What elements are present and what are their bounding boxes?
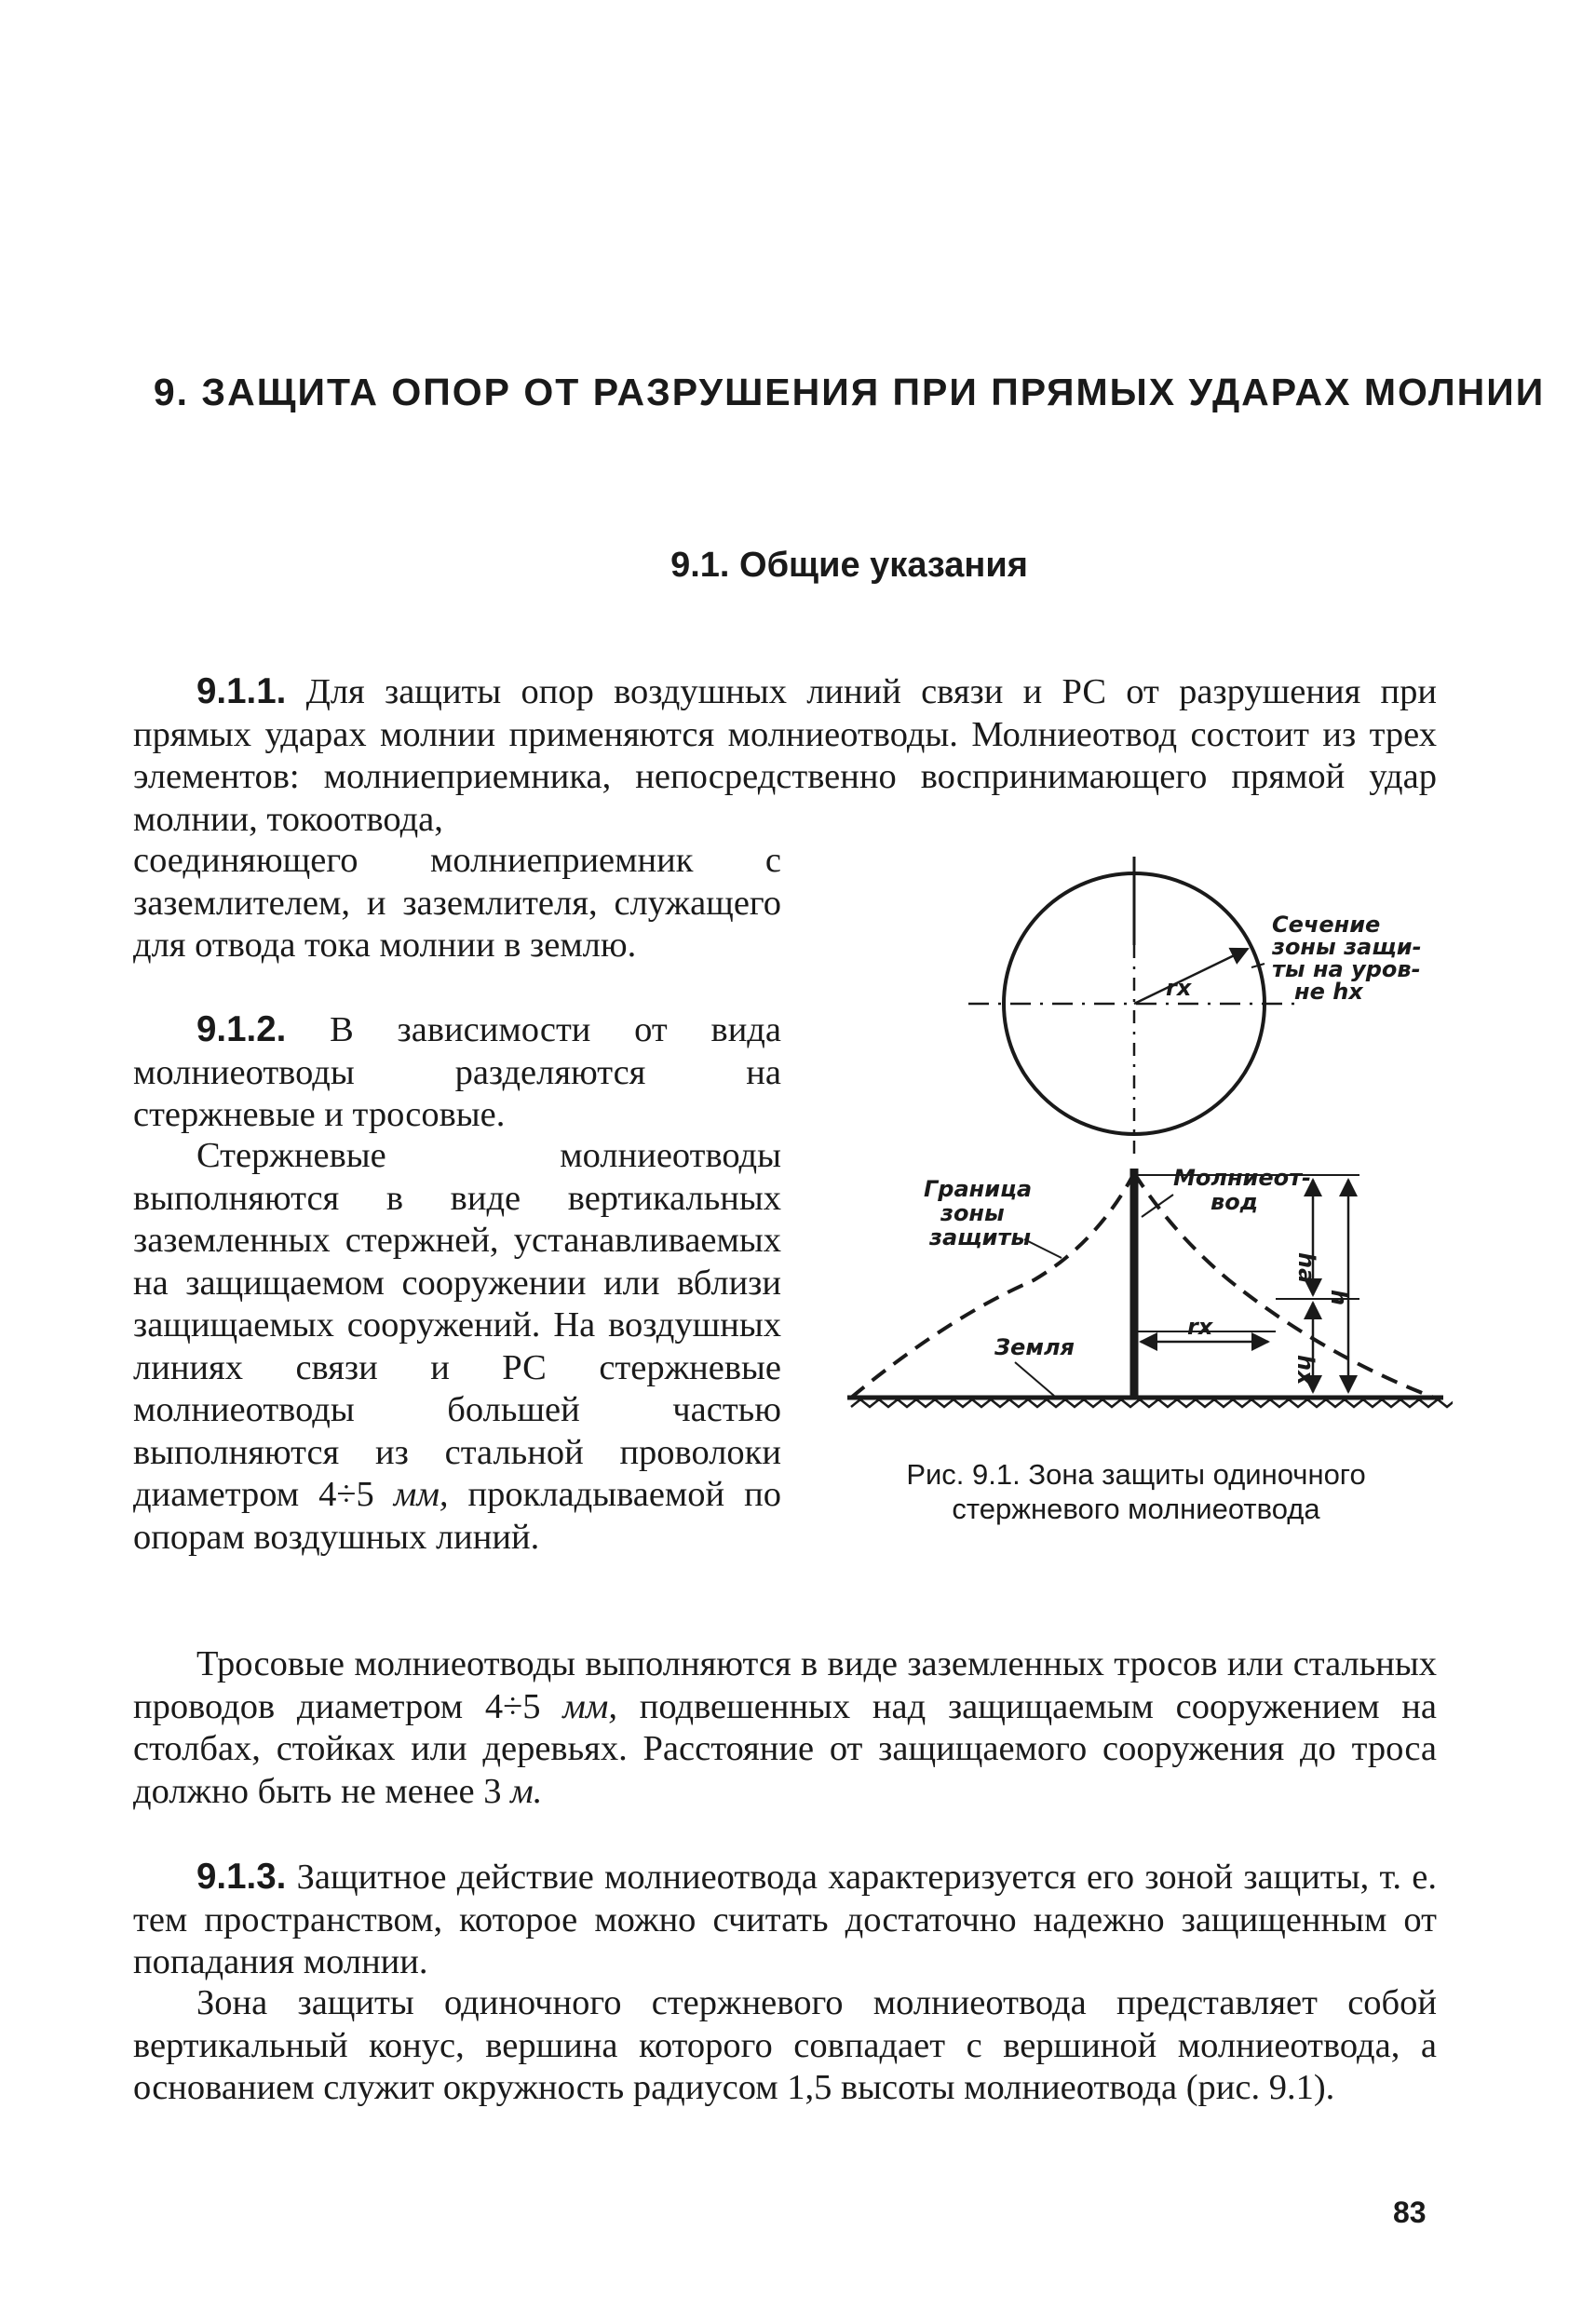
rod-label-1: Молниеот- xyxy=(1173,1165,1311,1191)
figure-9-1 xyxy=(838,852,1453,1448)
section-label-4: не hx xyxy=(1294,979,1363,1005)
unit-mm: мм, xyxy=(393,1475,449,1514)
zone-boundary-right xyxy=(1134,1173,1434,1398)
unit-m: м. xyxy=(510,1771,543,1811)
paragraph-text: Тросовые молниеотводы выполняются в виде заземленных тросов или стальных проводов диаметром 4÷5 xyxy=(133,1644,1437,1726)
ground-label: Земля xyxy=(994,1334,1075,1360)
paragraph-9-1-1 xyxy=(133,670,1437,841)
paragraph-9-1-3 xyxy=(133,1856,1437,1984)
h-label: h xyxy=(1326,1290,1352,1306)
paragraph-number: 9.1.2. xyxy=(196,1009,287,1049)
section-title: 9.1. Общие указания xyxy=(670,546,1028,585)
paragraph-text: Для защиты опор воздушных линий связи и РС от разрушения при прямых ударах молнии применяются молниеотводы. Молниеотвод состоит из трех элементов: молниеприемника, непосредственно воспринимающего прямой удар молнии, токоотвода, xyxy=(133,672,1437,839)
unit-mm: мм, xyxy=(562,1686,617,1726)
paragraph-protection-zone: Зона защиты одиночного стержневого молниеотвода представляет собой вертикальный конус, вершина которого совпадает с вершиной молниеотвода, а основанием служит окружность радиусом 1,5 высоты молниеотвода (рис. 9.1). xyxy=(133,1983,1437,2107)
paragraph-text: В зависимости от вида молниеотводы разделяются на стержневые и тросовые. xyxy=(133,1010,781,1134)
figure-caption: Рис. 9.1. Зона защиты одиночного стержневого молниеотвода xyxy=(906,1458,1366,1525)
ha-label: ha xyxy=(1293,1252,1319,1284)
rod-leader-line xyxy=(1142,1195,1173,1217)
rx-bottom-label: rx xyxy=(1187,1314,1213,1340)
paragraph-text: Стержневые молниеотводы выполняются в виде вертикальных заземленных стержней, устанавливаемых на защищаемом сооружении или вблизи защищаемых сооружений. На воздушных линиях связи и РС стержневые молниеотводы большей частью выполняются из стальной проволоки диаметром 4÷5 xyxy=(133,1136,781,1514)
paragraph-number: 9.1.3. xyxy=(196,1857,287,1897)
paragraph-number: 9.1.1. xyxy=(196,671,287,711)
paragraph-9-1-1-continued: соединяющего молниеприемник с заземлителем, и заземлителя, служащего для отвода тока молнии в землю. xyxy=(133,841,781,965)
paragraph-rod-conductors xyxy=(133,1135,781,1559)
rod-label-2: вод xyxy=(1211,1189,1259,1215)
boundary-label-2: зоны xyxy=(940,1200,1005,1226)
section-label-1: Сечение xyxy=(1272,912,1381,938)
paragraph-text-end: прокладываемой по опорам воздушных линий. xyxy=(133,1475,781,1557)
paragraph-9-1-2 xyxy=(133,1008,781,1137)
ground-hatching xyxy=(851,1399,1453,1407)
rx-top-label: rx xyxy=(1166,975,1192,1001)
boundary-label-1: Граница xyxy=(924,1176,1033,1202)
lightning-protection-diagram xyxy=(838,852,1453,1448)
boundary-label-3: защиты xyxy=(929,1224,1032,1250)
page-number: 83 xyxy=(1393,2196,1427,2229)
paragraph-text: Защитное действие молниеотвода характеризуется его зоной защиты, т. е. тем пространством, которое можно считать достаточно надежно защищенным от попадания молнии. xyxy=(133,1858,1437,1981)
section-label-3: ты на уров- xyxy=(1272,956,1421,982)
paragraph-cable-conductors xyxy=(133,1643,1437,1813)
section-label-2: зоны защи- xyxy=(1272,934,1422,960)
ground-leader-line xyxy=(1015,1362,1054,1396)
chapter-title: 9. ЗАЩИТА ОПОР ОТ РАЗРУШЕНИЯ ПРИ ПРЯМЫХ УДАРАХ МОЛНИИ xyxy=(153,371,1546,413)
hx-label: hx xyxy=(1292,1355,1319,1385)
paragraph-text-mid: подвешенных над защищаемым сооружением на столбах, стойках или деревьях. Расстояние от защищаемого сооружения до троса должно быть не менее 3 xyxy=(133,1686,1438,1811)
